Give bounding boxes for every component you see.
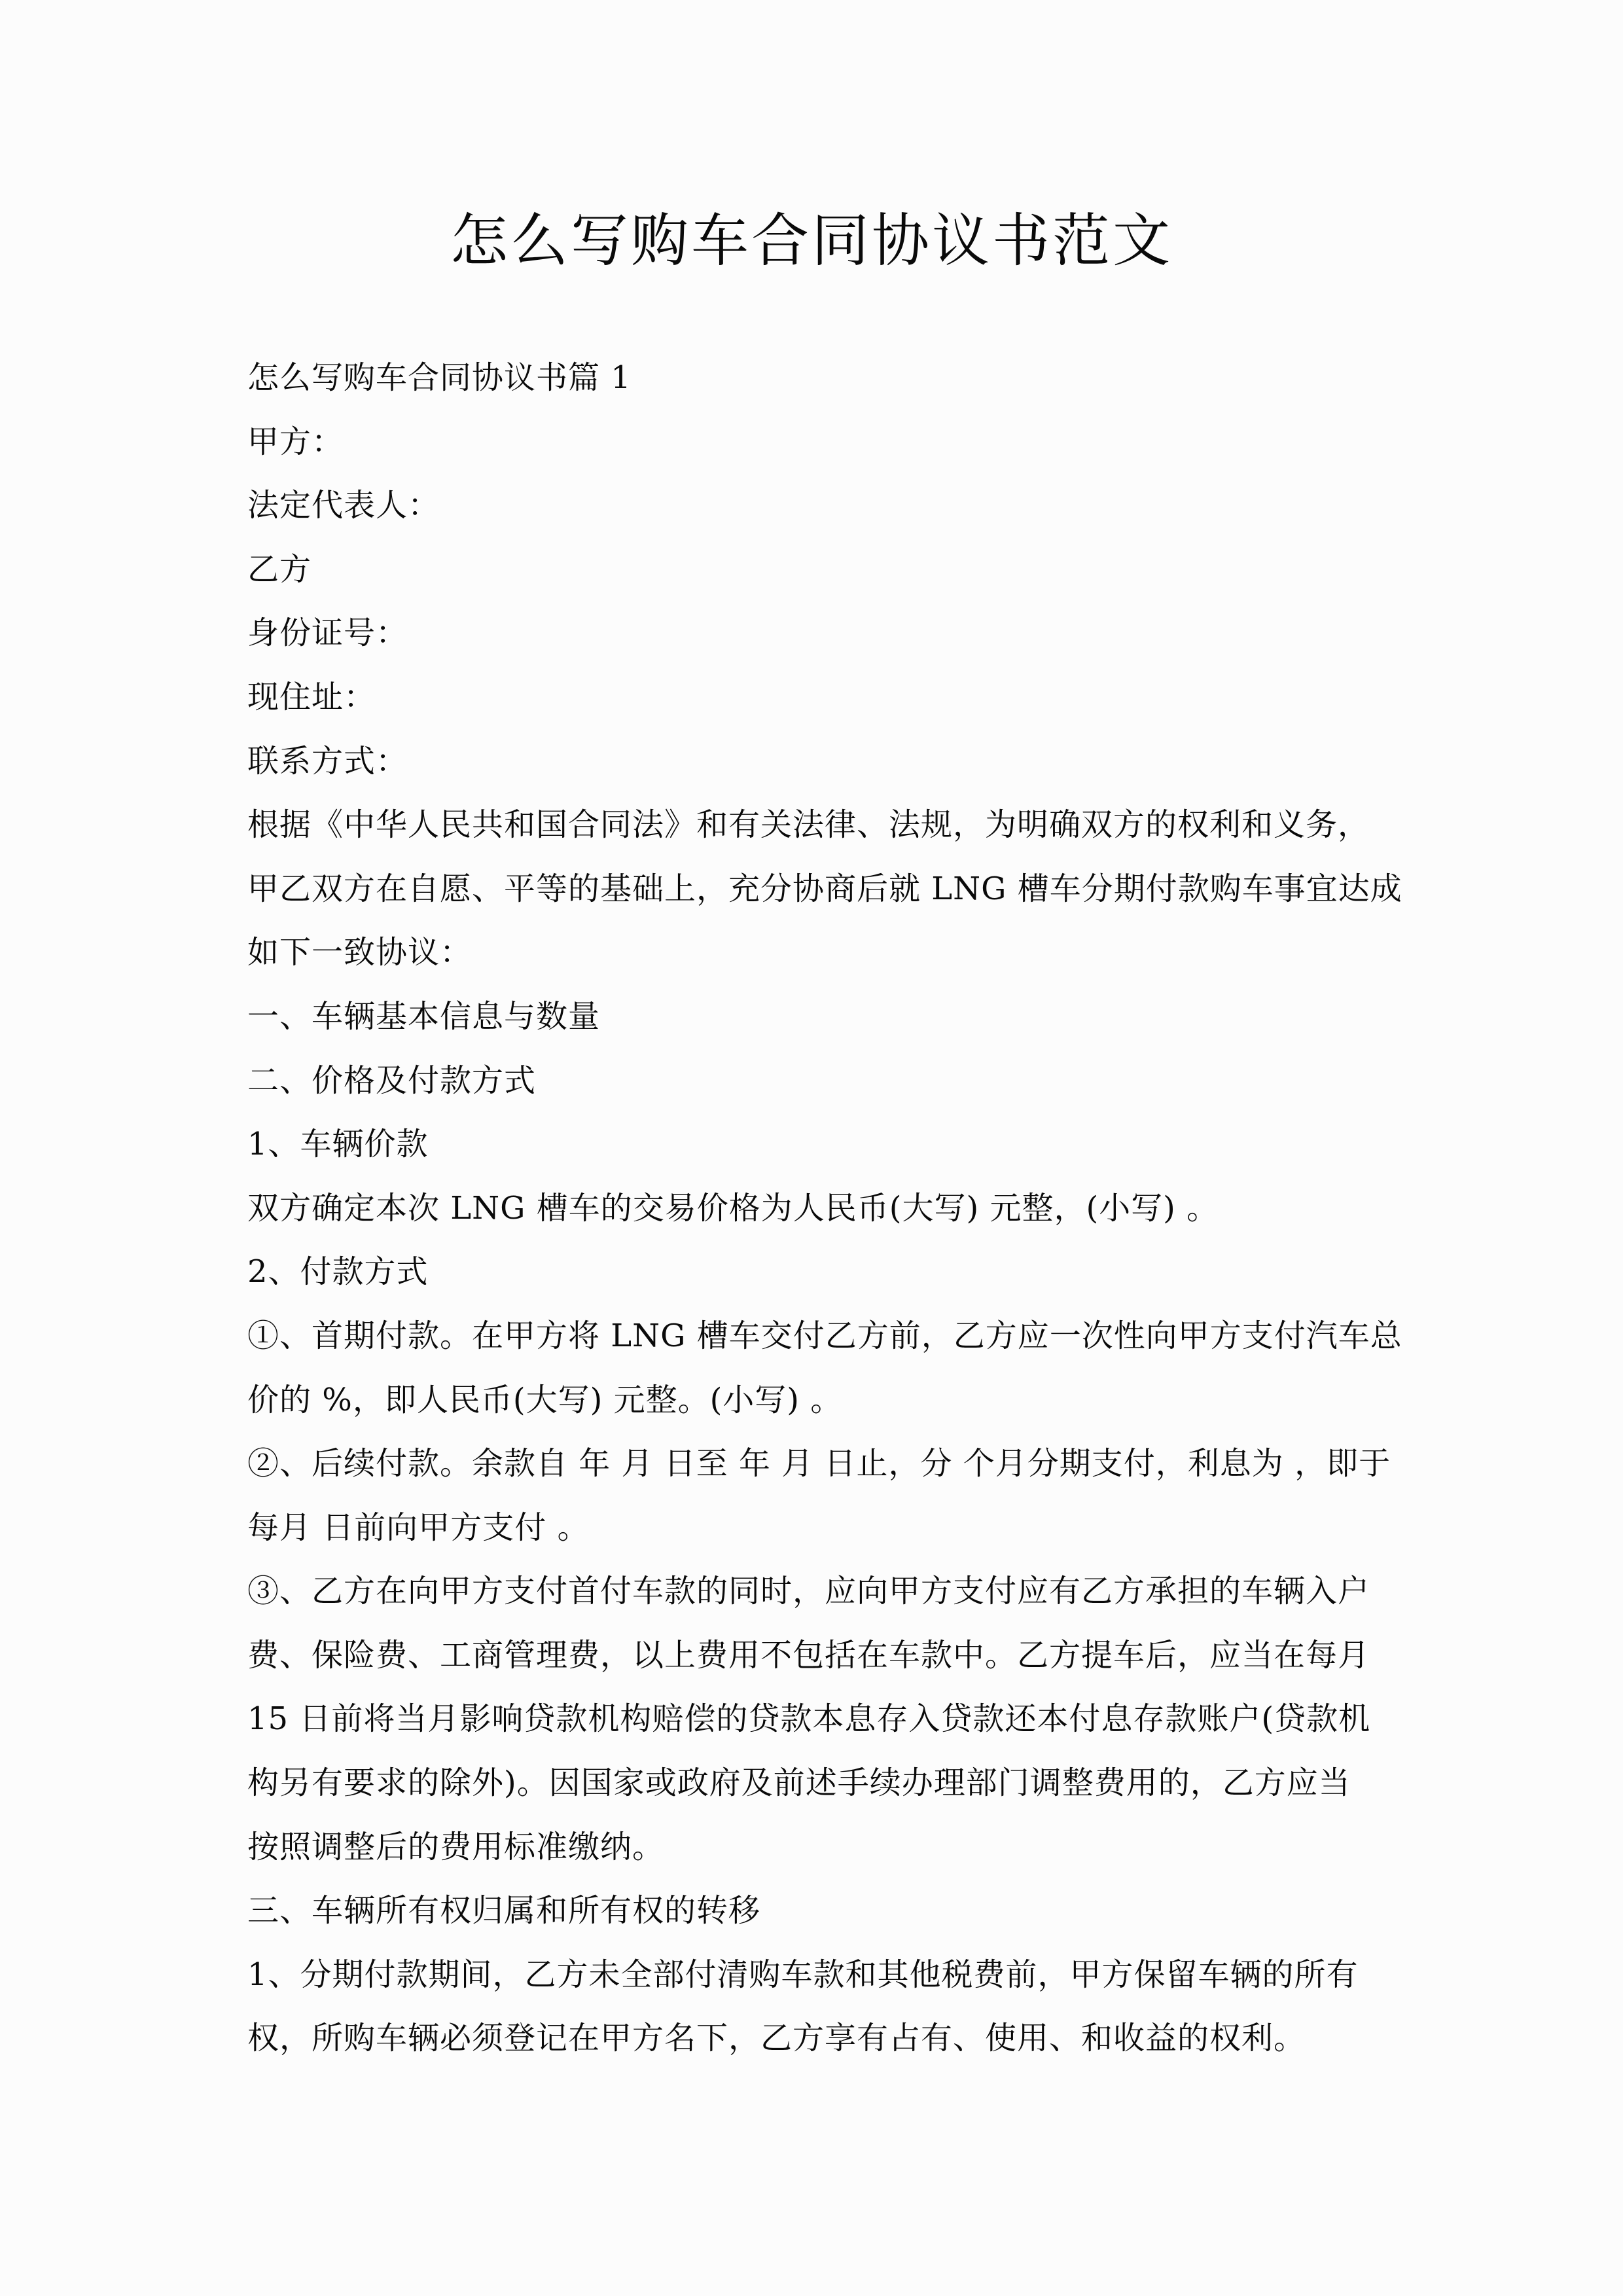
subclause-heading: 2、付款方式 (247, 1253, 429, 1291)
preamble-line: 甲乙双方在自愿、平等的基础上，充分协商后就 LNG 槽车分期付款购车事宜达成 (247, 870, 1402, 907)
document-body (247, 346, 1419, 2071)
clause-heading-2: 二、价格及付款方式 (247, 1062, 537, 1099)
document-title: 怎么写购车合同协议书范文 (450, 207, 1173, 274)
paragraph-line: ③、乙方在向甲方支付首付车款的同时，应向甲方支付应有乙方承担的车辆入户 (247, 1573, 1370, 1610)
paragraph-line: 按照调整后的费用标准缴纳。 (247, 1828, 665, 1865)
address-field: 现住址： (247, 678, 376, 715)
preamble-line: 根据《中华人民共和国合同法》和有关法律、法规，为明确双方的权利和义务， (247, 806, 1370, 844)
preamble-line: 如下一致协议： (247, 934, 473, 971)
paragraph-line: 费、保险费、工商管理费，以上费用不包括在车款中。乙方提车后，应当在每月 (247, 1636, 1370, 1674)
subclause-heading: 1、车辆价款 (247, 1126, 429, 1163)
paragraph-line: 1、分期付款期间，乙方未全部付清购车款和其他税费前，甲方保留车辆的所有 (247, 1956, 1359, 1993)
paragraph-line: ①、首期付款。在甲方将 LNG 槽车交付乙方前，乙方应一次性向甲方支付汽车总 (247, 1317, 1402, 1354)
clause-heading-3: 三、车辆所有权归属和所有权的转移 (247, 1892, 761, 1929)
contact-field: 联系方式： (247, 742, 408, 780)
clause-heading-1: 一、车辆基本信息与数量 (247, 997, 601, 1035)
paragraph-line: 构另有要求的除外)。因国家或政府及前述手续办理部门调整费用的，乙方应当 (247, 1765, 1351, 1802)
paragraph-line: ②、后续付款。余款自 年 月 日至 年 月 日止，分 个月分期支付，利息为 ，即于 (247, 1445, 1391, 1482)
paragraph-line: 15 日前将当月影响贷款机构赔偿的贷款本息存入贷款还本付息存款账户(贷款机 (247, 1700, 1371, 1738)
paragraph-line: 每月 日前向甲方支付 。 (247, 1509, 590, 1546)
paragraph-line: 双方确定本次 LNG 槽车的交易价格为人民币(大写) 元整，(小写) 。 (247, 1189, 1219, 1227)
section-heading: 怎么写购车合同协议书篇 1 (247, 359, 632, 396)
party-b-field: 乙方 (247, 550, 312, 588)
party-a-field: 甲方： (247, 423, 344, 460)
id-number-field: 身份证号： (247, 615, 408, 652)
paragraph-line: 价的 %，即人民币(大写) 元整。(小写) 。 (247, 1381, 843, 1418)
paragraph-line: 权，所购车辆必须登记在甲方名下，乙方享有占有、使用、和收益的权利。 (247, 2020, 1306, 2057)
legal-representative-field: 法定代表人： (247, 487, 440, 524)
